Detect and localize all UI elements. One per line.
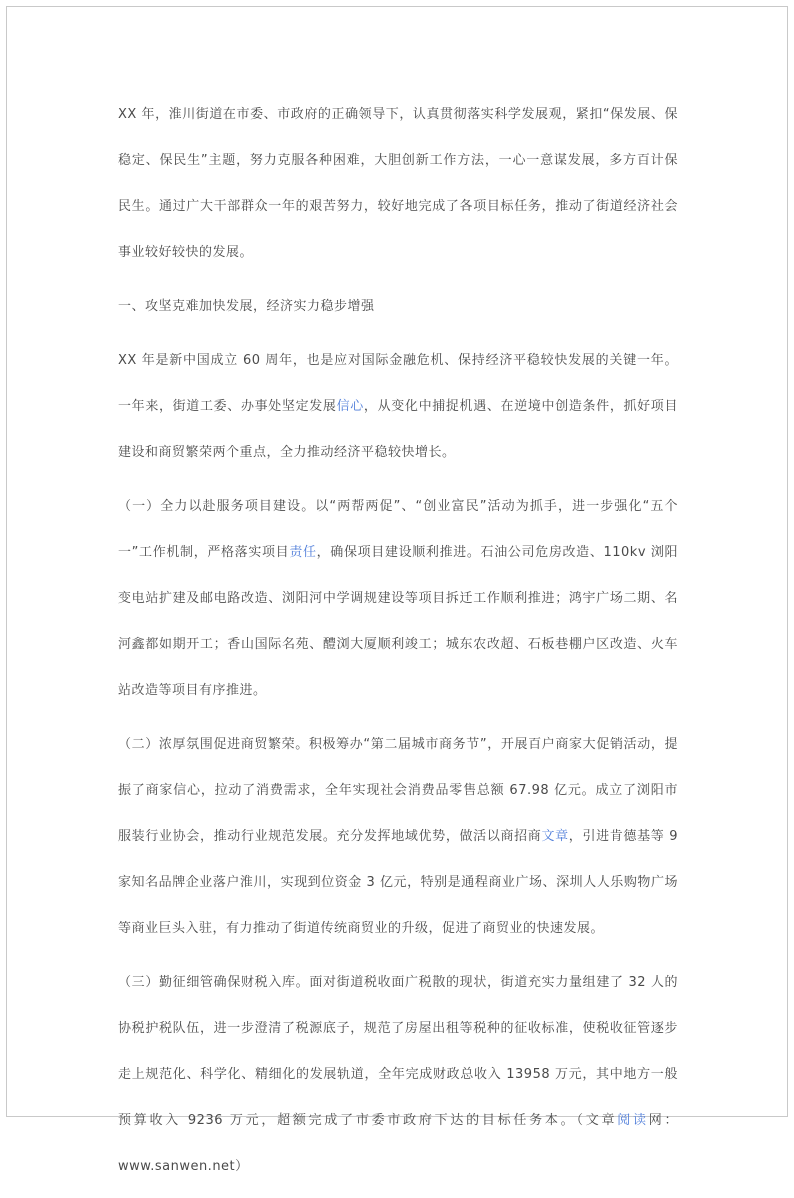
document-content <box>118 92 678 1198</box>
paragraph <box>118 722 678 952</box>
paragraph <box>118 960 678 1190</box>
text-segment: ，确保项目建设顺利推进。石油公司危房改造、110kv 浏阳变电站扩建及邮电路改造、浏阳河中学调规建设等项目拆迁工作顺利推进；鸿宇广场二期、名河鑫都如期开工；香山国际名苑、醴浏大厦顺利竣工；城东农改超、石板巷棚户区改造、火车站改造等项目有序推进。 <box>118 545 678 698</box>
text-segment: （一）全力以赴服务项目建设。以“两帮两促”、“创业富民”活动为抓手，进一步强化“五个一”工作机制，严格落实项目 <box>118 499 678 560</box>
inline-link[interactable]: 责任 <box>289 545 317 560</box>
inline-link[interactable]: 文章 <box>541 829 569 844</box>
paragraph <box>118 338 678 476</box>
text-segment: （二）浓厚氛围促进商贸繁荣。积极筹办“第二届城市商务节”，开展百户商家大促销活动，提振了商家信心，拉动了消费需求，全年实现社会消费品零售总额 67.98 亿元。成立了浏阳市服装行业协会，推动行业规范发展。充分发挥地域优势，做活以商招商 <box>118 737 678 844</box>
paragraph <box>118 92 678 276</box>
text-segment: ，引进肯德基等 9 家知名品牌企业落户淮川，实现到位资金 3 亿元，特别是通程商业广场、深圳人人乐购物广场等商业巨头入驻，有力推动了街道传统商贸业的升级，促进了商贸业的快速发展。 <box>118 829 678 936</box>
inline-link[interactable]: 信心 <box>336 399 364 414</box>
section-heading <box>118 284 678 330</box>
text-segment: 一、攻坚克难加快发展，经济实力稳步增强 <box>118 299 375 314</box>
text-segment: XX 年，淮川街道在市委、市政府的正确领导下，认真贯彻落实科学发展观，紧扣“保发展、保稳定、保民生”主题，努力克服各种困难，大胆创新工作方法，一心一意谋发展，多方百计保民生。通过广大干部群众一年的艰苦努力，较好地完成了各项目标任务，推动了街道经济社会事业较好较快的发展。 <box>118 107 678 260</box>
paragraph <box>118 484 678 714</box>
text-segment: XX 年是新中国成立 60 周年，也是应对国际金融危机、保持经济平稳较快发展的关键一年。一年来，街道工委、办事处坚定发展 <box>118 353 678 414</box>
inline-link[interactable]: 阅读 <box>617 1113 649 1128</box>
text-segment: ，从变化中捕捉机遇、在逆境中创造条件，抓好项目建设和商贸繁荣两个重点，全力推动经济平稳较快增长。 <box>118 399 678 460</box>
text-segment: 网：www.sanwen.net） <box>118 1113 678 1174</box>
text-segment: （三）勤征细管确保财税入库。面对街道税收面广税散的现状，街道充实力量组建了 32 人的协税护税队伍，进一步澄清了税源底子，规范了房屋出租等税种的征收标准，使税收征管逐步走上规范化、科学化、精细化的发展轨道，全年完成财政总收入 13958 万元，其中地方一般预算收入 9236 万元，超额完成了市委市政府下达的目标任务本。（文章 <box>118 975 678 1128</box>
